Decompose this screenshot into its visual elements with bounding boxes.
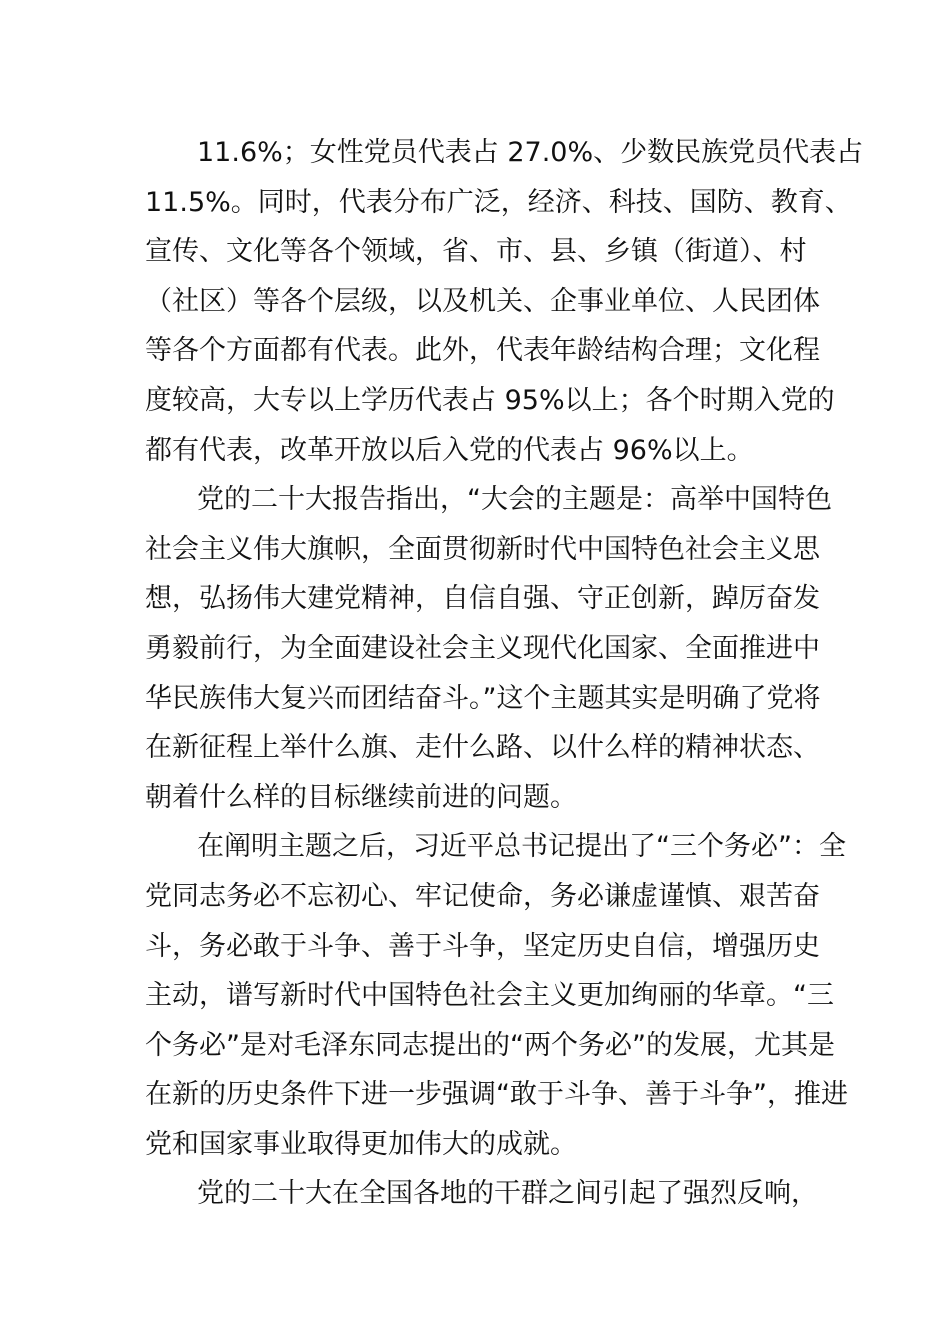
text-line: 在新征程上举什么旗、走什么路、以什么样的精神状态、 — [145, 732, 820, 764]
text-line: 等各个方面都有代表。此外，代表年龄结构合理；文化程 — [145, 335, 820, 367]
text-line: 华民族伟大复兴而团结奋斗。”这个主题其实是明确了党将 — [145, 682, 821, 714]
text-line: 个务必”是对毛泽东同志提出的“两个务必”的发展，尤其是 — [145, 1029, 835, 1061]
text-line: 党的二十大报告指出，“大会的主题是：高举中国特色 — [197, 484, 832, 516]
text-line: 在新的历史条件下进一步强调“敢于斗争、善于斗争”，推进 — [145, 1079, 848, 1111]
text-line: 主动，谱写新时代中国特色社会主义更加绚丽的华章。“三 — [145, 980, 834, 1012]
text-line: 11.6%；女性党员代表占 27.0%、少数民族党员代表占 — [197, 137, 864, 168]
text-line: 都有代表，改革开放以后入党的代表占 96%以上。 — [145, 434, 754, 466]
text-line: 党和国家事业取得更加伟大的成就。 — [145, 1128, 577, 1160]
text-line: 想，弘扬伟大建党精神，自信自强、守正创新，踔厉奋发 — [145, 583, 820, 615]
text-line: 宣传、文化等各个领域，省、市、县、乡镇（街道）、村 — [145, 236, 807, 268]
text-line: 党的二十大在全国各地的干群之间引起了强烈反响， — [197, 1178, 818, 1210]
body-text — [145, 128, 864, 1219]
text-line: 度较高，大专以上学历代表占 95%以上；各个时期入党的 — [145, 384, 835, 416]
text-line: （社区）等各个层级，以及机关、企事业单位、人民团体 — [145, 285, 820, 317]
text-line: 党同志务必不忘初心、牢记使命，务必谦虚谨慎、艰苦奋 — [145, 880, 820, 912]
text-line: 勇毅前行，为全面建设社会主义现代化国家、全面推进中 — [145, 632, 820, 664]
text-line: 11.5%。同时，代表分布广泛，经济、科技、国防、教育、 — [145, 186, 852, 218]
text-line: 朝着什么样的目标继续前进的问题。 — [145, 781, 577, 813]
text-line: 斗，务必敢于斗争、善于斗争，坚定历史自信，增强历史 — [145, 930, 820, 962]
text-line: 社会主义伟大旗帜，全面贯彻新时代中国特色社会主义思 — [145, 533, 820, 565]
text-line: 在阐明主题之后，习近平总书记提出了“三个务必”：全 — [197, 831, 846, 863]
